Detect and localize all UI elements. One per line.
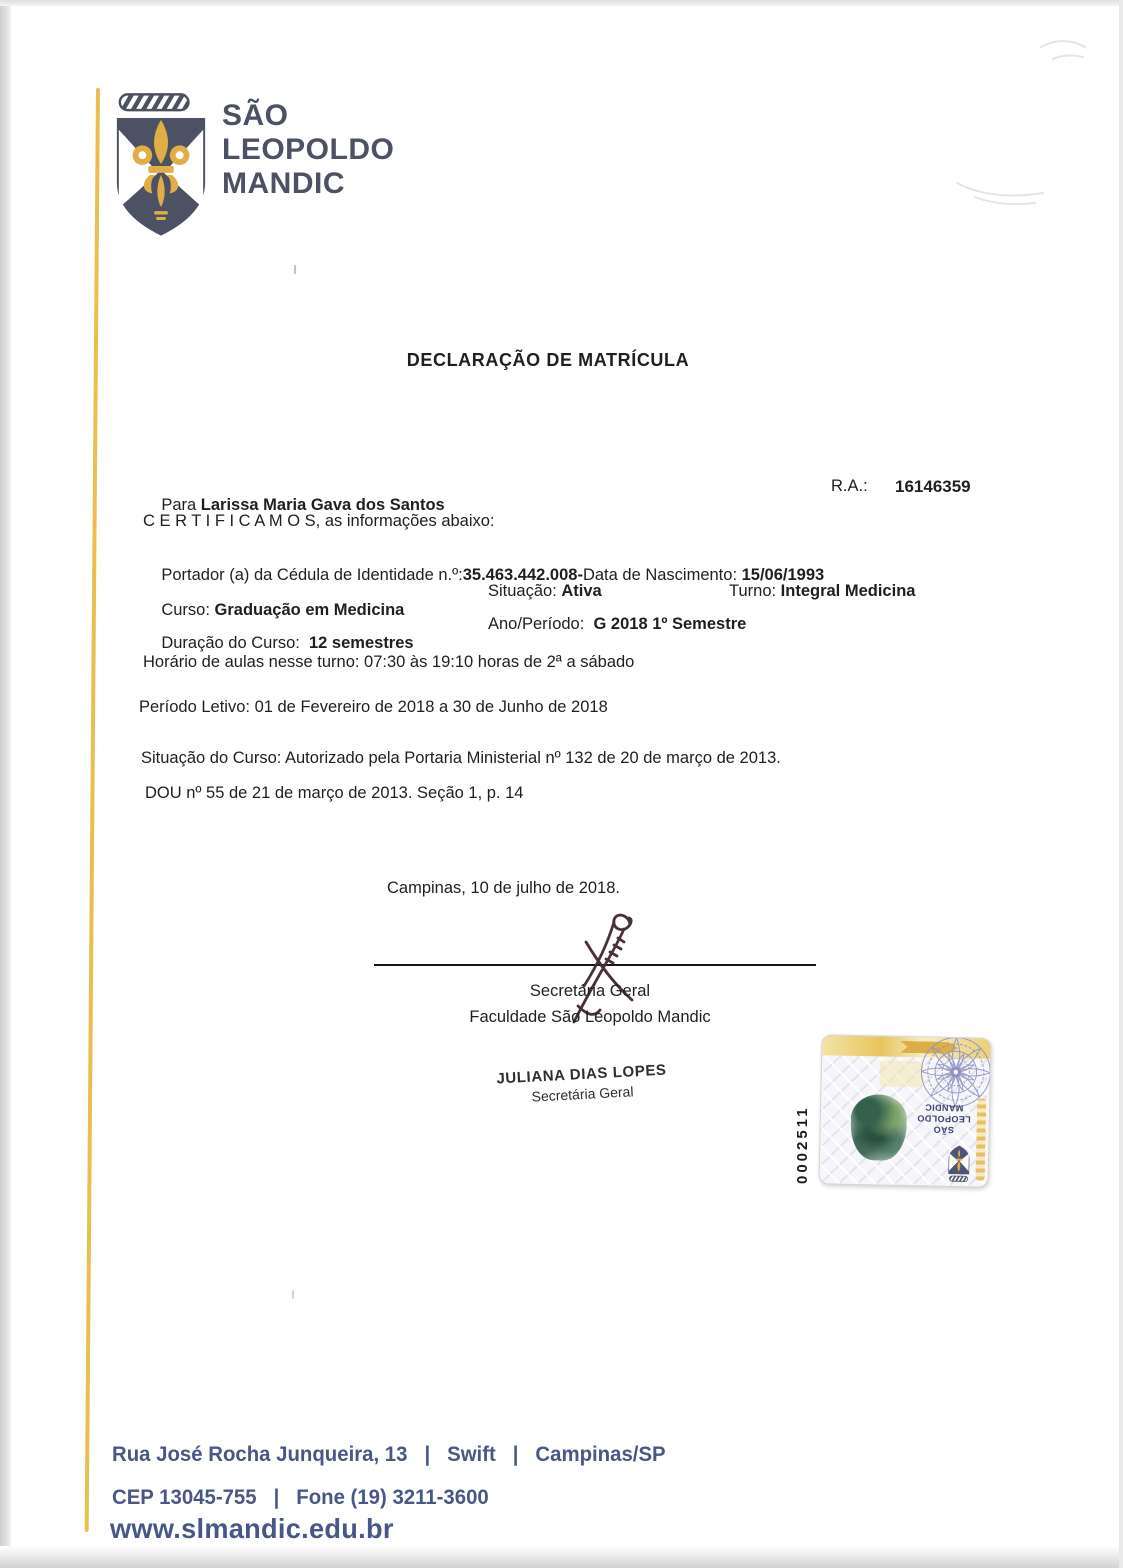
paper-edge-left — [0, 0, 11, 1568]
paper-edge-top — [0, 0, 1123, 6]
schedule-line: Horário de aulas nesse turno: 07:30 às 19:10 horas de 2ª a sábado — [143, 653, 635, 671]
year-period-label: Ano/Período: — [488, 615, 594, 633]
accent-vertical-line — [85, 88, 100, 1532]
shift-label: Turno: — [729, 582, 781, 600]
footer-website: www.slmandic.edu.br — [110, 1513, 394, 1544]
paper-edge-right — [1119, 0, 1123, 1568]
status-value: Ativa — [561, 582, 602, 600]
institution-logo — [110, 92, 212, 245]
student-name: Larissa Maria Gava dos Santos — [200, 496, 445, 514]
seal-serial-number: 0002511 — [794, 1105, 811, 1184]
recipient-line — [143, 477, 1043, 514]
duration-value: 12 semestres — [309, 634, 414, 652]
scan-artifact — [292, 1290, 294, 1299]
logo-wordmark-line1: SÃO — [222, 99, 289, 132]
city-date-line: Campinas, 10 de julho de 2018. — [387, 879, 620, 897]
signer-stamp — [481, 1061, 683, 1107]
stamp-role: Secretária Geral — [531, 1083, 634, 1105]
document-title: DECLARAÇÃO DE MATRÍCULA — [406, 350, 690, 370]
status-pair — [488, 582, 602, 601]
course-label: Curso: — [161, 601, 215, 619]
hologram-seal — [818, 1034, 991, 1188]
logo-wordmark-line2: LEOPOLDO — [222, 133, 395, 166]
logo-shield-icon — [110, 92, 212, 240]
course-value: Graduação em Medicina — [214, 601, 405, 619]
birth-label: Data de Nascimento: — [582, 566, 742, 584]
ra-label: R.A.: — [831, 477, 868, 495]
course-line — [143, 582, 1043, 619]
seal-hologram-emblem — [850, 1094, 907, 1161]
seal-brand-line1: SÃO — [933, 1124, 955, 1136]
ra-value: 16146359 — [895, 477, 971, 496]
seal-shield-icon — [946, 1144, 973, 1183]
footer-cep-phone: CEP 13045-755 | Fone (19) 3211-3600 — [112, 1486, 489, 1509]
seal-brand-line3: MANDIC — [924, 1102, 964, 1114]
shift-pair — [729, 582, 915, 601]
logo-wordmark-line3: MANDIC — [222, 167, 345, 200]
course-status-line-2: DOU nº 55 de 21 de março de 2013. Seção 1, p. 14 — [145, 784, 524, 802]
seal-brand-text — [913, 1101, 976, 1135]
year-period-value: G 2018 1º Semestre — [593, 615, 747, 633]
duration-line — [143, 615, 1043, 652]
identity-label: Portador (a) da Cédula de Identidade n.º: — [161, 566, 463, 584]
shift-value: Integral Medicina — [780, 582, 916, 600]
seal-gold-column — [976, 1099, 987, 1181]
paper-edge-bottom — [0, 1546, 1123, 1568]
footer-address: Rua José Rocha Junqueira, 13 | Swift | Campinas/SP — [112, 1443, 666, 1466]
duration-label: Duração do Curso: — [161, 634, 309, 652]
year-period-pair — [488, 615, 746, 634]
status-label: Situação: — [488, 582, 562, 600]
seal-brand-line2: LEOPOLDO — [916, 1113, 971, 1125]
birth-value: 15/06/1993 — [741, 566, 825, 584]
scan-artifact — [294, 265, 296, 274]
para-label: Para — [161, 496, 201, 514]
logo-wordmark — [222, 99, 394, 201]
stamp-name: JULIANA DIAS LOPES — [496, 1061, 667, 1088]
identity-line — [143, 547, 825, 584]
identity-number: 35.463.442.008- — [462, 566, 583, 584]
term-line: Período Letivo: 01 de Fevereiro de 2018 a 30 de Junho de 2018 — [139, 698, 608, 716]
course-status-line-1: Situação do Curso: Autorizado pela Portaria Ministerial nº 132 de 20 de março de 2013. — [141, 749, 781, 767]
certify-line: C E R T I F I C A M O S, as informações abaixo: — [143, 512, 495, 530]
signer-role: Secretária Geral — [529, 982, 651, 1000]
signer-institution: Faculdade São Leopoldo Mandic — [469, 1008, 711, 1026]
scan-artifact — [945, 25, 1105, 215]
